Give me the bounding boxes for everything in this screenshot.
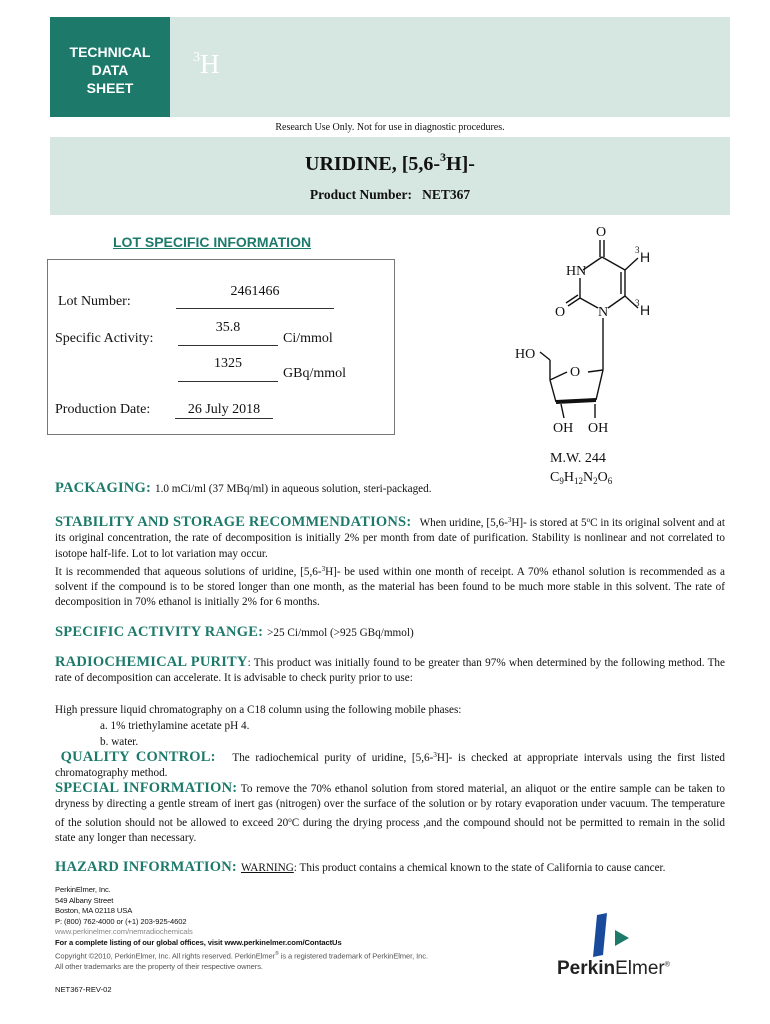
title-band	[50, 137, 730, 215]
stability-text: It is recommended that aqueous solutions of uridine, [5,6-	[55, 565, 322, 578]
stability-sup: 3	[321, 564, 326, 573]
degree-symbol: o	[288, 815, 292, 824]
footer-website-link[interactable]: www.perkinelmer.com/nemradiochemicals	[55, 927, 193, 937]
specific-activity-gbq-value: 1325	[214, 356, 242, 371]
packaging-heading: PACKAGING:	[55, 480, 151, 496]
radiochemical-purity-text: : This product was initially found to be greater than 97% when determined by the following method. The rate of decomposition can accelerate. It is advisable to check purity prior to use:	[55, 657, 725, 685]
degree-symbol: o	[586, 516, 591, 524]
radiochemical-purity-section	[55, 655, 725, 687]
isotope-mass: 3	[193, 50, 200, 65]
formula-h: H	[563, 470, 574, 485]
production-date-underline	[175, 418, 273, 419]
product-number: NET367	[422, 187, 471, 202]
stability-text: When uridine, [5,6-	[419, 517, 508, 529]
footer-offices: For a complete listing of our global offices, visit www.perkinelmer.com/ContactUs	[55, 937, 342, 947]
quality-control-heading: QUALITY CONTROL:	[60, 749, 216, 765]
mobile-phase-item: a. 1% triethylamine acetate pH 4.	[100, 720, 250, 732]
formula-h-count: 12	[573, 476, 583, 486]
quality-control-text: The radiochemical purity of uridine, [5,6-	[232, 752, 434, 764]
product-number-line	[50, 187, 730, 203]
atom-o-top: O	[596, 225, 607, 240]
atom-oh-right: OH	[588, 421, 609, 436]
footer-company: PerkinElmer, Inc.	[55, 885, 111, 894]
stability-text: C in its original solvent and at its original concentration, the rate of decomposition is initially 2% per month from date of purification. Stability is nonlinear and not correlated to isotope half-life. Lot to lot variation may occur.	[55, 517, 725, 560]
packaging-text: 1.0 mCi/ml (37 MBq/ml) in aqueous solution, steri-packaged.	[154, 483, 432, 495]
hazard-warning: WARNING	[240, 862, 294, 874]
isotope-sup-bottom: 3	[635, 298, 640, 308]
product-name-sup: 3	[440, 150, 447, 164]
mobile-phase-item: b. water.	[100, 736, 139, 748]
stability-heading: STABILITY AND STORAGE RECOMMENDATIONS:	[55, 514, 412, 530]
formula-n-count: 2	[593, 476, 598, 486]
hazard-text: : This product contains a chemical known to the state of California to cause cancer.	[293, 862, 666, 874]
special-information-section	[55, 781, 725, 846]
specific-activity-gbq-underline	[178, 381, 278, 382]
footer-phone: P: (800) 762-4000 or (+1) 203-925-4602	[55, 916, 187, 926]
wordmark-perkin: Perkin	[557, 958, 616, 979]
wordmark-elmer: Elmer	[615, 958, 665, 979]
copyright-text: Copyright ©2010, PerkinElmer, Inc. All rights reserved. PerkinElmer	[55, 951, 276, 961]
molecular-weight: M.W. 244	[550, 451, 606, 466]
lot-number-value: 2461466	[230, 284, 280, 299]
special-information-text: C during the drying process ,and the compound should not be permitted to remain in the solid state any longer than necessary.	[55, 816, 725, 844]
doc-type-line: SHEET	[86, 80, 134, 96]
footer-city: Boston, MA 02118 USA	[55, 906, 133, 916]
isotope-symbol: H	[200, 49, 220, 79]
stability-paragraph-2	[55, 562, 725, 611]
atom-ho: HO	[515, 347, 536, 362]
doc-type-line: TECHNICAL	[69, 44, 151, 60]
footer	[55, 885, 428, 972]
atom-o-left: O	[555, 305, 566, 320]
atom-n: N	[598, 305, 609, 320]
product-name-suffix: H]-	[446, 153, 475, 175]
specific-activity-ci-underline	[178, 345, 278, 346]
formula-n: N	[582, 470, 594, 485]
hplc-method: High pressure liquid chromatography on a C18 column using the following mobile phases:	[55, 704, 462, 716]
logo-registered-mark: ®	[664, 961, 670, 969]
atom-o-ring: O	[570, 365, 581, 380]
stability-text: H]- is stored at 5	[511, 517, 587, 529]
stability-sup: 3	[507, 516, 512, 524]
lot-number-underline	[176, 308, 334, 309]
perkinelmer-wordmark	[557, 958, 670, 980]
special-information-text: To remove the 70% ethanol solution from stored material, an aliquot or the entire sample can be taken to dryness by directing a gentle stream of inert gas (nitrogen) over the surface of the solution or by rotary evaporation under vacuum. The temperature of the solution should not be allowed to exceed 20	[55, 783, 725, 829]
quality-control-sup: 3	[433, 751, 437, 759]
specific-activity-range-text: >25 Ci/mmol (>925 GBq/mmol)	[267, 627, 414, 639]
production-date-value: 26 July 2018	[187, 402, 261, 417]
special-information-heading: SPECIAL INFORMATION:	[55, 780, 238, 796]
product-name-prefix: URIDINE, [5,6-	[305, 153, 441, 175]
atom-h-top: H	[640, 249, 651, 265]
hazard-section	[55, 858, 735, 876]
formula-c: C	[550, 470, 560, 485]
formula-c-count: 9	[559, 476, 564, 486]
formula-o-count: 6	[607, 476, 613, 486]
atom-oh-left: OH	[553, 421, 574, 436]
formula-o: O	[597, 470, 608, 485]
lot-number-label: Lot Number:	[58, 294, 131, 309]
specific-activity-ci-unit: Ci/mmol	[283, 331, 333, 346]
research-use-note: Research Use Only. Not for use in diagnostic procedures.	[275, 122, 505, 133]
product-name	[50, 150, 730, 176]
specific-activity-label: Specific Activity:	[55, 331, 154, 346]
document-code: NET367-REV-02	[55, 985, 112, 994]
doc-type-line: DATA	[91, 62, 129, 78]
quality-control-section	[55, 748, 725, 782]
perkinelmer-logo	[555, 910, 725, 985]
footer-street: 549 Albany Street	[55, 895, 114, 905]
packaging-section	[55, 479, 575, 497]
specific-activity-range-section	[55, 623, 725, 641]
specific-activity-gbq-unit: GBq/mmol	[283, 366, 347, 381]
hazard-heading: HAZARD INFORMATION:	[55, 859, 237, 875]
radiochemical-purity-heading: RADIOCHEMICAL PURITY	[55, 654, 248, 670]
production-date-label: Production Date:	[55, 402, 151, 417]
registered-mark: ®	[275, 950, 279, 957]
isotope-label	[193, 49, 220, 80]
footer-copyright	[55, 949, 428, 962]
document-type-label	[50, 43, 170, 97]
specific-activity-ci-value: 35.8	[215, 320, 241, 335]
quality-control-text: H]- is checked at appropriate intervals using the first listed chromatography method.	[55, 752, 726, 780]
header-band	[170, 17, 730, 117]
stability-section	[55, 513, 725, 611]
stability-text: H]- be used within one month of receipt. A 70% ethanol solution is recommended as a solvent if the compound is to be stored longer than one month, as the material has been found to be much more stable in this solvent. The rate of decomposition in 70% ethanol is initially 2% for 6 months.	[55, 565, 725, 609]
isotope-sup-top: 3	[635, 245, 640, 255]
perkinelmer-mark-icon	[585, 910, 645, 960]
copyright-text: is a registered trademark of PerkinElmer, Inc.	[278, 951, 429, 961]
specific-activity-range-heading: SPECIFIC ACTIVITY RANGE:	[55, 624, 264, 640]
footer-trademarks: All other trademarks are the property of their respective owners.	[55, 961, 263, 971]
product-number-label: Product Number:	[309, 187, 412, 202]
uridine-structure-diagram	[500, 220, 670, 445]
atom-h-bottom: H	[640, 302, 651, 318]
atom-hn: HN	[566, 264, 587, 279]
lot-info-heading: LOT SPECIFIC INFORMATION	[113, 234, 312, 250]
